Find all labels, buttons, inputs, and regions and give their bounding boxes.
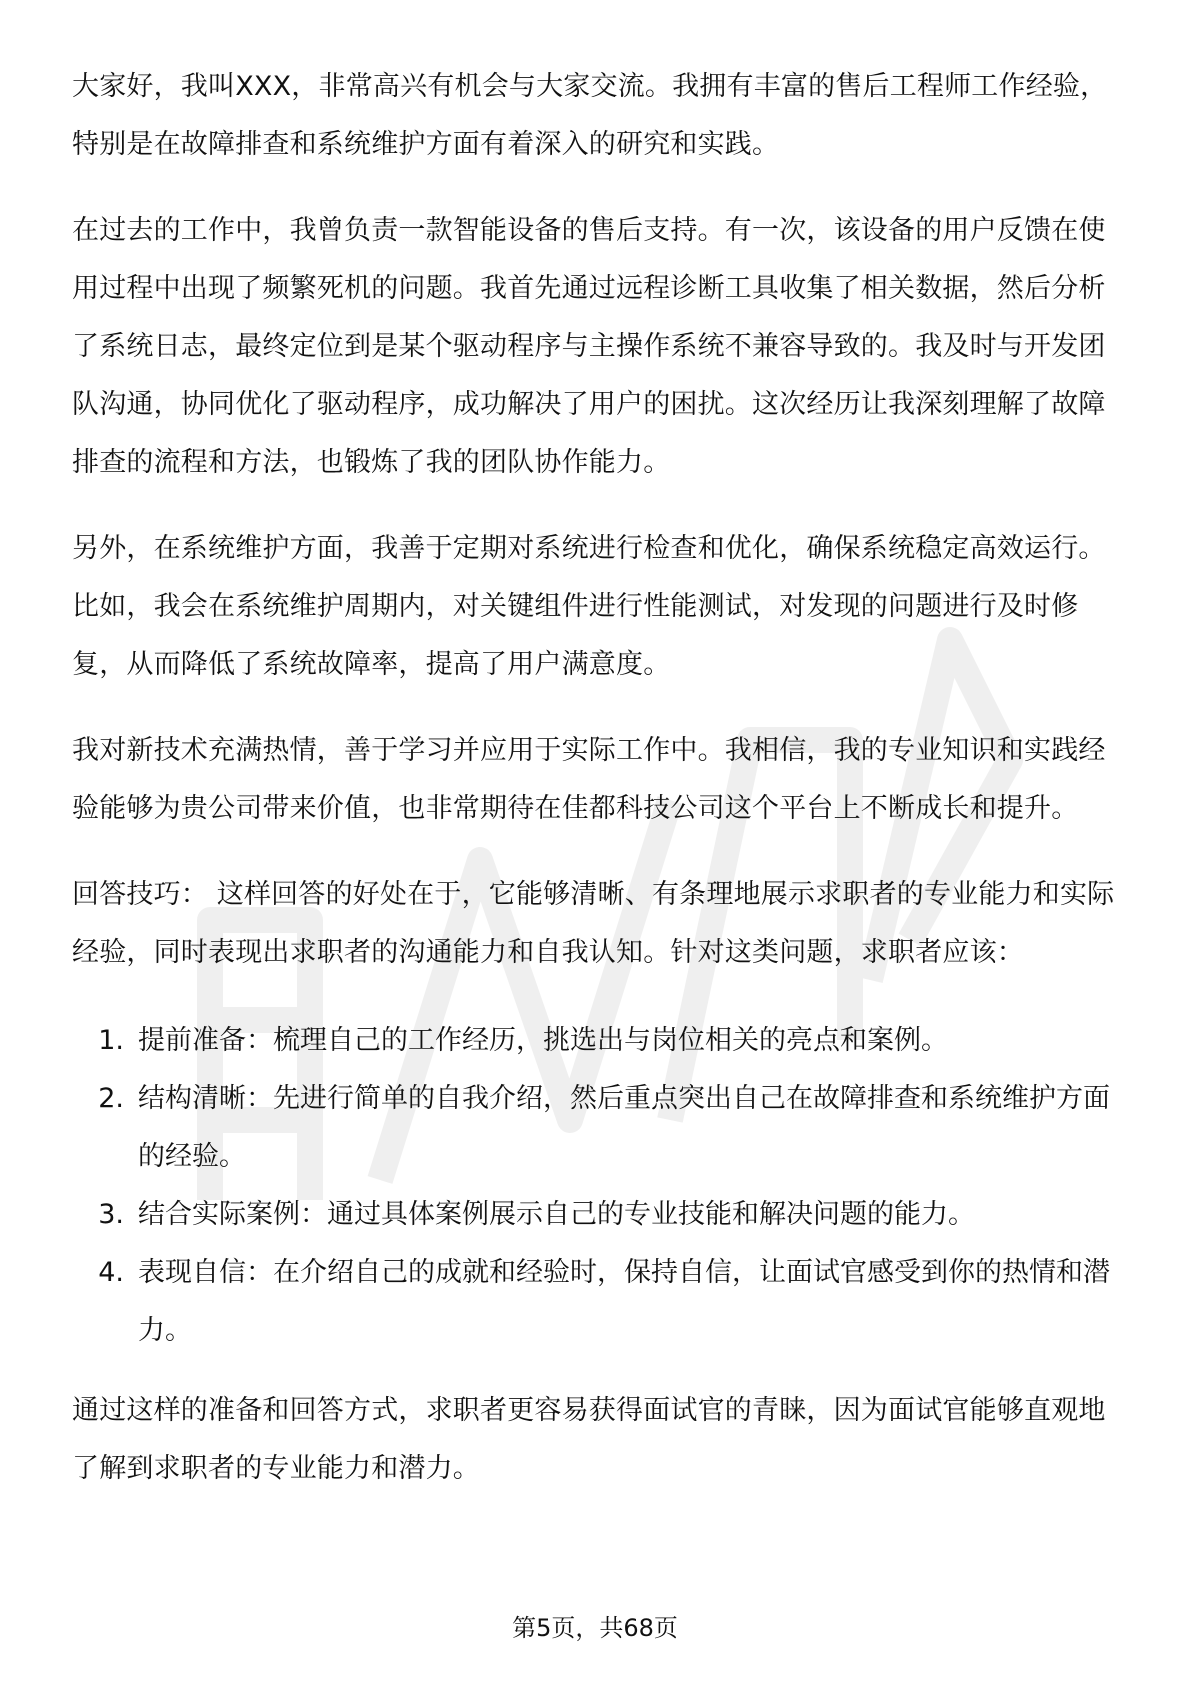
paragraph-intro: 大家好，我叫XXX，非常高兴有机会与大家交流。我拥有丰富的售后工程师工作经验，特别是在故障排查和系统维护方面有着深入的研究和实践。 — [72, 71, 1108, 160]
list-item — [72, 1186, 1118, 1244]
list-item — [72, 1012, 1118, 1070]
list-item — [72, 1070, 1118, 1186]
list-item-number: 3. — [98, 1199, 124, 1230]
paragraph-experience: 在过去的工作中，我曾负责一款智能设备的售后支持。有一次，该设备的用户反馈在使用过程中出现了频繁死机的问题。我首先通过远程诊断工具收集了相关数据，然后分析了系统日志，最终定位到是某个驱动程序与主操作系统不兼容导致的。我及时与开发团队沟通，协同优化了驱动程序，成功解决了用户的困扰。这次经历让我深刻理解了故障排查的流程和方法，也锻炼了我的团队协作能力。 — [72, 215, 1106, 478]
paragraph-closing: 我对新技术充满热情，善于学习并应用于实际工作中。我相信，我的专业知识和实践经验能够为贵公司带来价值，也非常期待在佳都科技公司这个平台上不断成长和提升。 — [72, 735, 1106, 824]
list-item-text: 提前准备：梳理自己的工作经历，挑选出与岗位相关的亮点和案例。 — [138, 1025, 948, 1056]
list-item-text: 表现自信：在介绍自己的成就和经验时，保持自信，让面试官感受到你的热情和潜力。 — [138, 1257, 1110, 1346]
document-page — [72, 58, 1118, 1526]
list-item — [72, 1244, 1118, 1360]
tips-list — [72, 1012, 1118, 1360]
tips-intro: 回答技巧： 这样回答的好处在于，它能够清晰、有条理地展示求职者的专业能力和实际经验，同时表现出求职者的沟通能力和自我认知。针对这类问题，求职者应该： — [72, 879, 1115, 968]
list-item-text: 结合实际案例：通过具体案例展示自己的专业技能和解决问题的能力。 — [138, 1199, 975, 1230]
page-number: 第5页，共68页 — [512, 1614, 678, 1642]
paragraph-maintenance: 另外，在系统维护方面，我善于定期对系统进行检查和优化，确保系统稳定高效运行。比如，我会在系统维护周期内，对关键组件进行性能测试，对发现的问题进行及时修复，从而降低了系统故障率，提高了用户满意度。 — [72, 533, 1106, 680]
list-item-text: 结构清晰：先进行简单的自我介绍，然后重点突出自己在故障排查和系统维护方面的经验。 — [138, 1083, 1110, 1172]
list-item-number: 1. — [98, 1025, 124, 1056]
list-item-number: 2. — [98, 1083, 124, 1114]
list-item-number: 4. — [98, 1257, 124, 1288]
paragraph-conclusion: 通过这样的准备和回答方式，求职者更容易获得面试官的青睐，因为面试官能够直观地了解到求职者的专业能力和潜力。 — [72, 1395, 1106, 1484]
